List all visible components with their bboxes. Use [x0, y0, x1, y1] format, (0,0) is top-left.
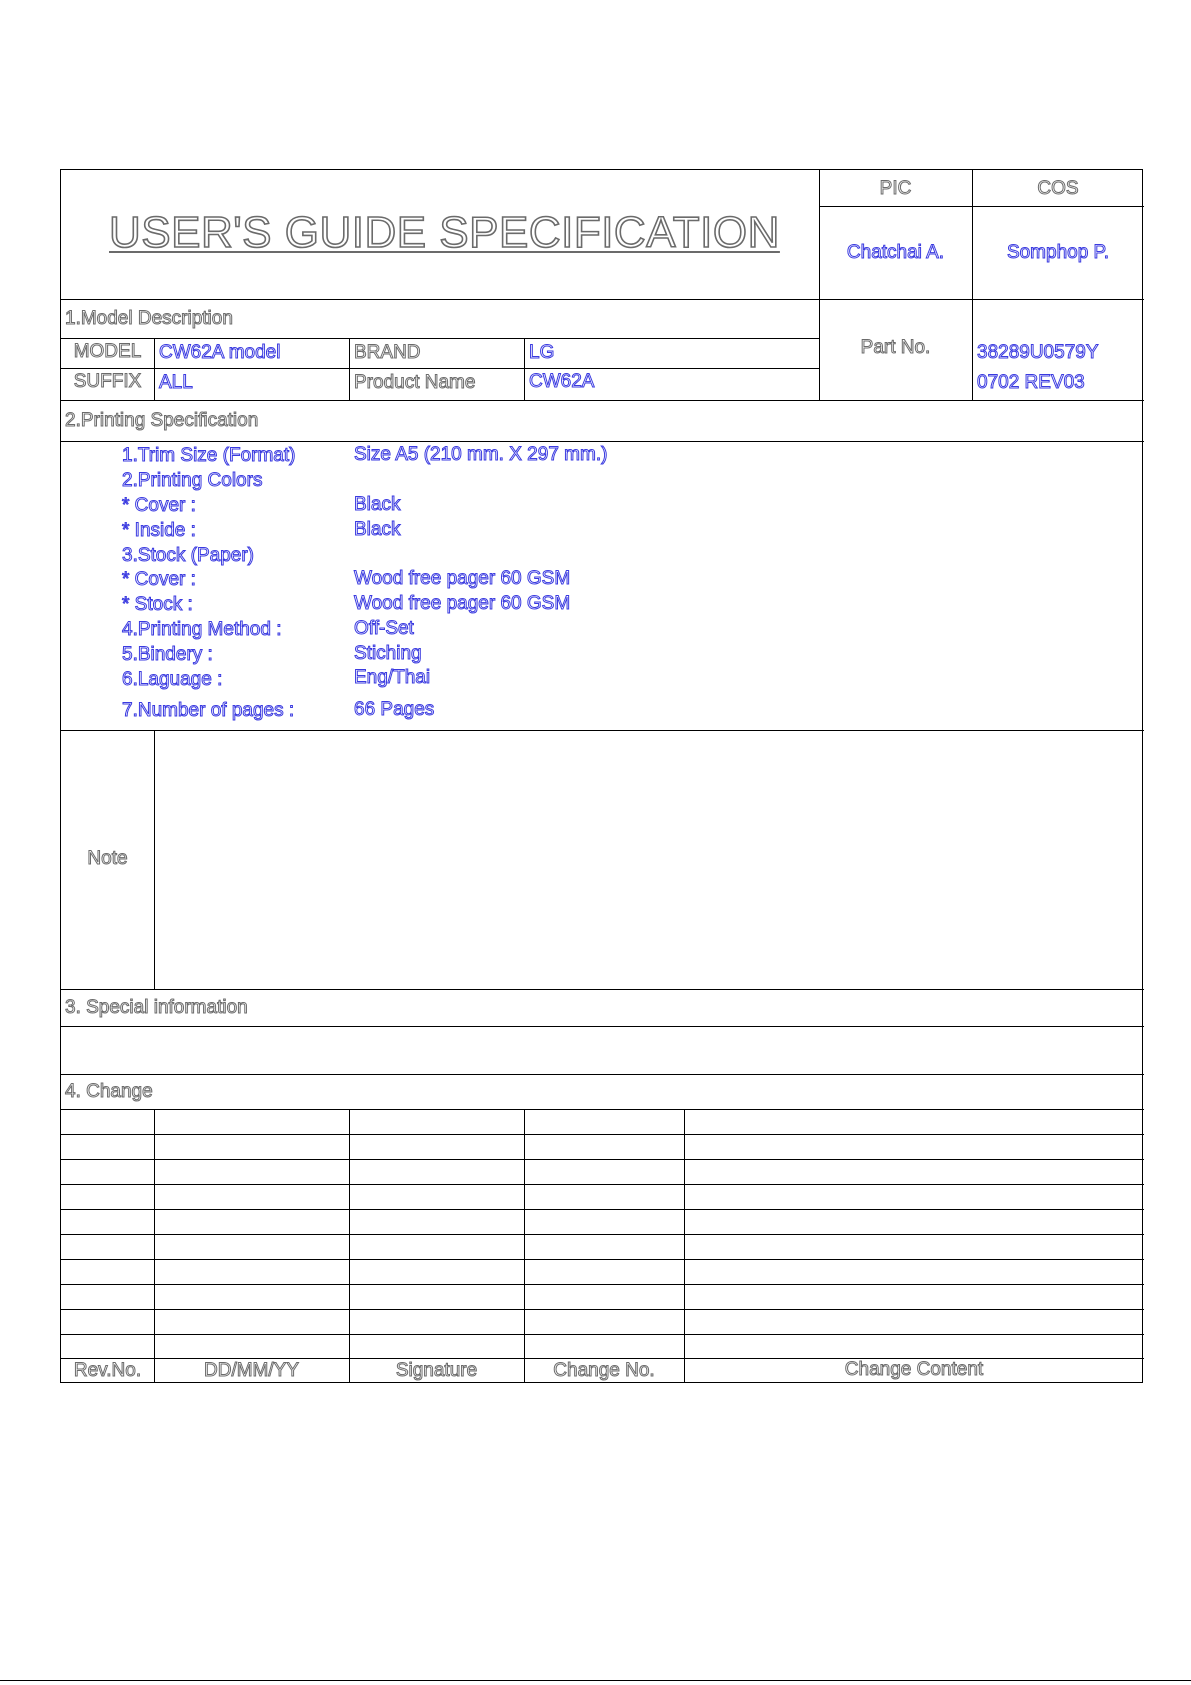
cos-label: COS [1037, 178, 1079, 199]
spec-label: * Stock : [122, 594, 193, 615]
spec-value: Size A5 (210 mm. X 297 mm.) [354, 444, 608, 465]
cos-name: Somphop P. [1006, 242, 1110, 263]
spec-label: 4.Printing Method : [122, 619, 282, 640]
divider [349, 1109, 350, 1382]
table-row [61, 1184, 1144, 1185]
column-header: Change Content [844, 1359, 984, 1380]
spec-label: * Cover : [122, 495, 196, 516]
model-label: MODEL [73, 341, 142, 362]
product-name-value: CW62A [529, 371, 595, 392]
suffix-label: SUFFIX [73, 371, 142, 392]
divider [154, 730, 155, 989]
divider [61, 400, 1144, 401]
divider [61, 730, 1144, 731]
spec-label: 7.Number of pages : [122, 700, 295, 721]
part-no-value: 38289U0579Y [977, 342, 1099, 363]
section-heading-special: 3. Special information [65, 997, 248, 1018]
section-heading-model: 1.Model Description [65, 308, 233, 329]
spec-value: Eng/Thai [354, 667, 431, 688]
pic-name: Chatchai A. [846, 242, 945, 263]
column-header: Change No. [553, 1360, 655, 1381]
note-area [156, 732, 1142, 987]
divider [61, 338, 819, 339]
note-label: Note [87, 848, 128, 869]
brand-label: BRAND [354, 342, 421, 363]
divider [524, 1109, 525, 1382]
page-title: USER'S GUIDE SPECIFICATION [109, 208, 780, 257]
spec-sheet [60, 169, 1143, 1383]
brand-value: LG [529, 342, 555, 363]
product-name-label: Product Name [354, 372, 476, 393]
divider [61, 1109, 1144, 1110]
spec-value: Wood free pager 60 GSM [354, 593, 571, 614]
divider [972, 170, 973, 400]
part-no-label: Part No. [860, 337, 931, 358]
divider [61, 1074, 1144, 1075]
table-row [61, 1309, 1144, 1310]
suffix-value: ALL [159, 372, 193, 393]
table-row [61, 1234, 1144, 1235]
page-footer-rule [0, 1680, 1191, 1681]
table-row [61, 1259, 1144, 1260]
spec-label: * Cover : [122, 569, 196, 590]
divider [61, 368, 819, 369]
spec-value: Black [354, 494, 401, 515]
table-row [61, 1159, 1144, 1160]
column-header: Signature [395, 1360, 478, 1381]
divider [154, 1109, 155, 1382]
spec-label: 2.Printing Colors [122, 470, 263, 491]
spec-value: 66 Pages [354, 699, 435, 720]
spec-label: 3.Stock (Paper) [122, 545, 254, 566]
spec-label: 5.Bindery : [122, 644, 213, 665]
section-heading-change: 4. Change [65, 1081, 153, 1102]
table-row [61, 1334, 1144, 1335]
column-header: DD/MM/YY [204, 1360, 299, 1381]
spec-label: 1.Trim Size (Format) [122, 445, 296, 466]
divider [524, 338, 525, 400]
divider [349, 338, 350, 400]
spec-value: Black [354, 519, 401, 540]
pic-label: PIC [879, 178, 912, 199]
column-header: Rev.No. [73, 1360, 142, 1381]
divider [61, 299, 1144, 300]
divider [61, 989, 1144, 990]
divider [154, 338, 155, 400]
spec-value: Stiching [354, 643, 422, 664]
table-row [61, 1134, 1144, 1135]
spec-value: Wood free pager 60 GSM [354, 568, 571, 589]
divider [61, 441, 1144, 442]
divider [61, 1026, 1144, 1027]
spec-label: * Inside : [122, 520, 196, 541]
part-no-revision: 0702 REV03 [977, 372, 1085, 393]
divider [819, 170, 820, 400]
section-heading-printing: 2.Printing Specification [65, 410, 259, 431]
spec-label: 6.Laguage : [122, 669, 223, 690]
model-value: CW62A model [159, 342, 281, 363]
spec-value: Off-Set [354, 618, 414, 639]
divider [684, 1109, 685, 1382]
divider [819, 206, 1144, 207]
table-row [61, 1284, 1144, 1285]
table-row [61, 1209, 1144, 1210]
